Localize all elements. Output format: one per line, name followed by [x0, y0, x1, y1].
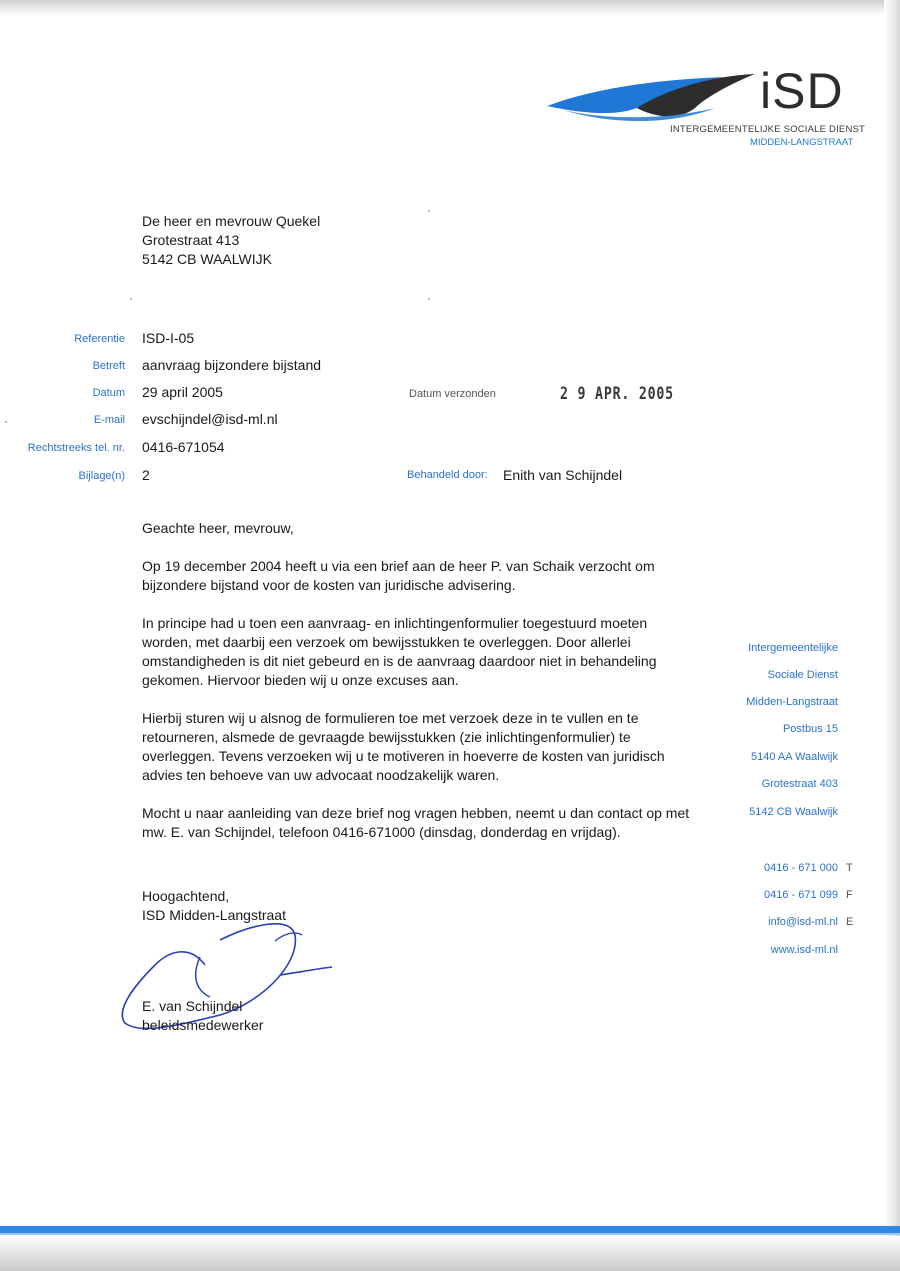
handled-by-label: Behandeld door:	[407, 469, 488, 481]
signer-block	[142, 997, 263, 1035]
date-label: Datum	[92, 387, 125, 399]
phone-label: Rechtstreeks tel. nr.	[27, 442, 125, 454]
email-value: evschijndel@isd-ml.nl	[142, 411, 278, 427]
contact-email-letter: E	[846, 916, 854, 928]
footer-bar	[0, 1226, 900, 1233]
handled-by-value: Enith van Schijndel	[503, 467, 623, 483]
closing-greeting: Hoogachtend,	[142, 888, 230, 904]
paragraph: Op 19 december 2004 heeft u via een brief aan de heer P. van Schaik verzocht om bijzondere bijstand voor de kosten van juridische advisering.	[142, 558, 655, 593]
contact-fax-letter: F	[846, 889, 853, 901]
logo-subtitle-1: INTERGEMEENTELIJKE SOCIALE DIENST	[670, 124, 866, 135]
contact-phone: 0416 - 671 000	[763, 862, 838, 874]
contact-line: Postbus 15	[782, 723, 838, 735]
contact-line: Grotestraat 403	[761, 778, 838, 790]
recipient-city: 5142 CB WAALWIJK	[142, 251, 272, 267]
logo-wordmark: iSD	[760, 63, 844, 119]
letter-body	[142, 519, 697, 861]
scan-top-edge	[0, 0, 900, 16]
scan-speck	[5, 421, 7, 423]
scan-speck	[130, 298, 132, 300]
email-label: E-mail	[93, 414, 125, 426]
contact-phone-letter: T	[846, 862, 853, 874]
salutation: Geachte heer, mevrouw,	[142, 520, 294, 536]
sent-date-label: Datum verzonden	[409, 388, 496, 400]
logo-subtitle-2: MIDDEN-LANGSTRAAT	[750, 137, 854, 148]
scan-right-edge	[884, 0, 900, 1271]
recipient-street: Grotestraat 413	[142, 232, 240, 248]
closing-organisation: ISD Midden-Langstraat	[142, 907, 286, 923]
scan-bottom-edge	[0, 1236, 900, 1271]
signer-title: beleidsmedewerker	[142, 1017, 264, 1033]
attachments-value: 2	[142, 467, 150, 483]
phone-value: 0416-671054	[142, 439, 225, 455]
date-value: 29 april 2005	[142, 384, 223, 400]
reference-value: ISD-I-05	[142, 330, 195, 346]
contact-line: Sociale Dienst	[767, 669, 838, 681]
contact-email: info@isd-ml.nl	[768, 916, 838, 928]
swoosh-logo-icon	[545, 68, 760, 128]
scan-speck	[428, 298, 430, 300]
reference-label: Referentie	[74, 333, 125, 345]
contact-line: 5140 AA Waalwijk	[750, 751, 838, 763]
recipient-address	[142, 212, 320, 269]
contact-line: Midden-Langstraat	[746, 696, 838, 708]
paragraph: Mocht u naar aanleiding van deze brief nog vragen hebben, neemt u dan contact op met mw. E. van Schijndel, telefoon 0416-671000 (dinsdag, donderdag en vrijdag).	[142, 805, 690, 840]
contact-web: www.isd-ml.nl	[770, 944, 838, 956]
contact-fax: 0416 - 671 099	[763, 889, 838, 901]
paragraph: Hierbij sturen wij u alsnog de formulieren toe met verzoek deze in te vullen en te retourneren, alsmede de gevraagde bewijsstukken (zie inlichtingenformulier) te overleggen. Tevens verzoeken wij u te motiveren in hoeverre de kosten van juridisch advies ten behoeve van uw advocaat noodzakelijk waren.	[142, 710, 665, 783]
contact-line: Intergemeentelijke	[748, 642, 838, 654]
subject-label: Betreft	[92, 360, 125, 372]
recipient-name: De heer en mevrouw Quekel	[142, 213, 321, 229]
contact-line: 5142 CB Waalwijk	[749, 806, 838, 818]
scan-speck	[428, 210, 430, 212]
signer-name: E. van Schijndel	[142, 998, 243, 1014]
sent-date-stamp: 2 9 APR. 2005	[560, 384, 674, 404]
attachments-label: Bijlage(n)	[78, 470, 125, 482]
footer-bar-light	[0, 1233, 900, 1235]
subject-value: aanvraag bijzondere bijstand	[142, 357, 322, 373]
paragraph: In principe had u toen een aanvraag- en inlichtingenformulier toegestuurd moeten worden, met daarbij een verzoek om bewijsstukken te overleggen. Door allerlei omstandigheden is dit niet gebeurd en is de aanvraag daardoor niet in behandeling gekomen. Hiervoor bieden wij u onze excuses aan.	[142, 615, 657, 688]
isd-logo	[545, 63, 866, 152]
